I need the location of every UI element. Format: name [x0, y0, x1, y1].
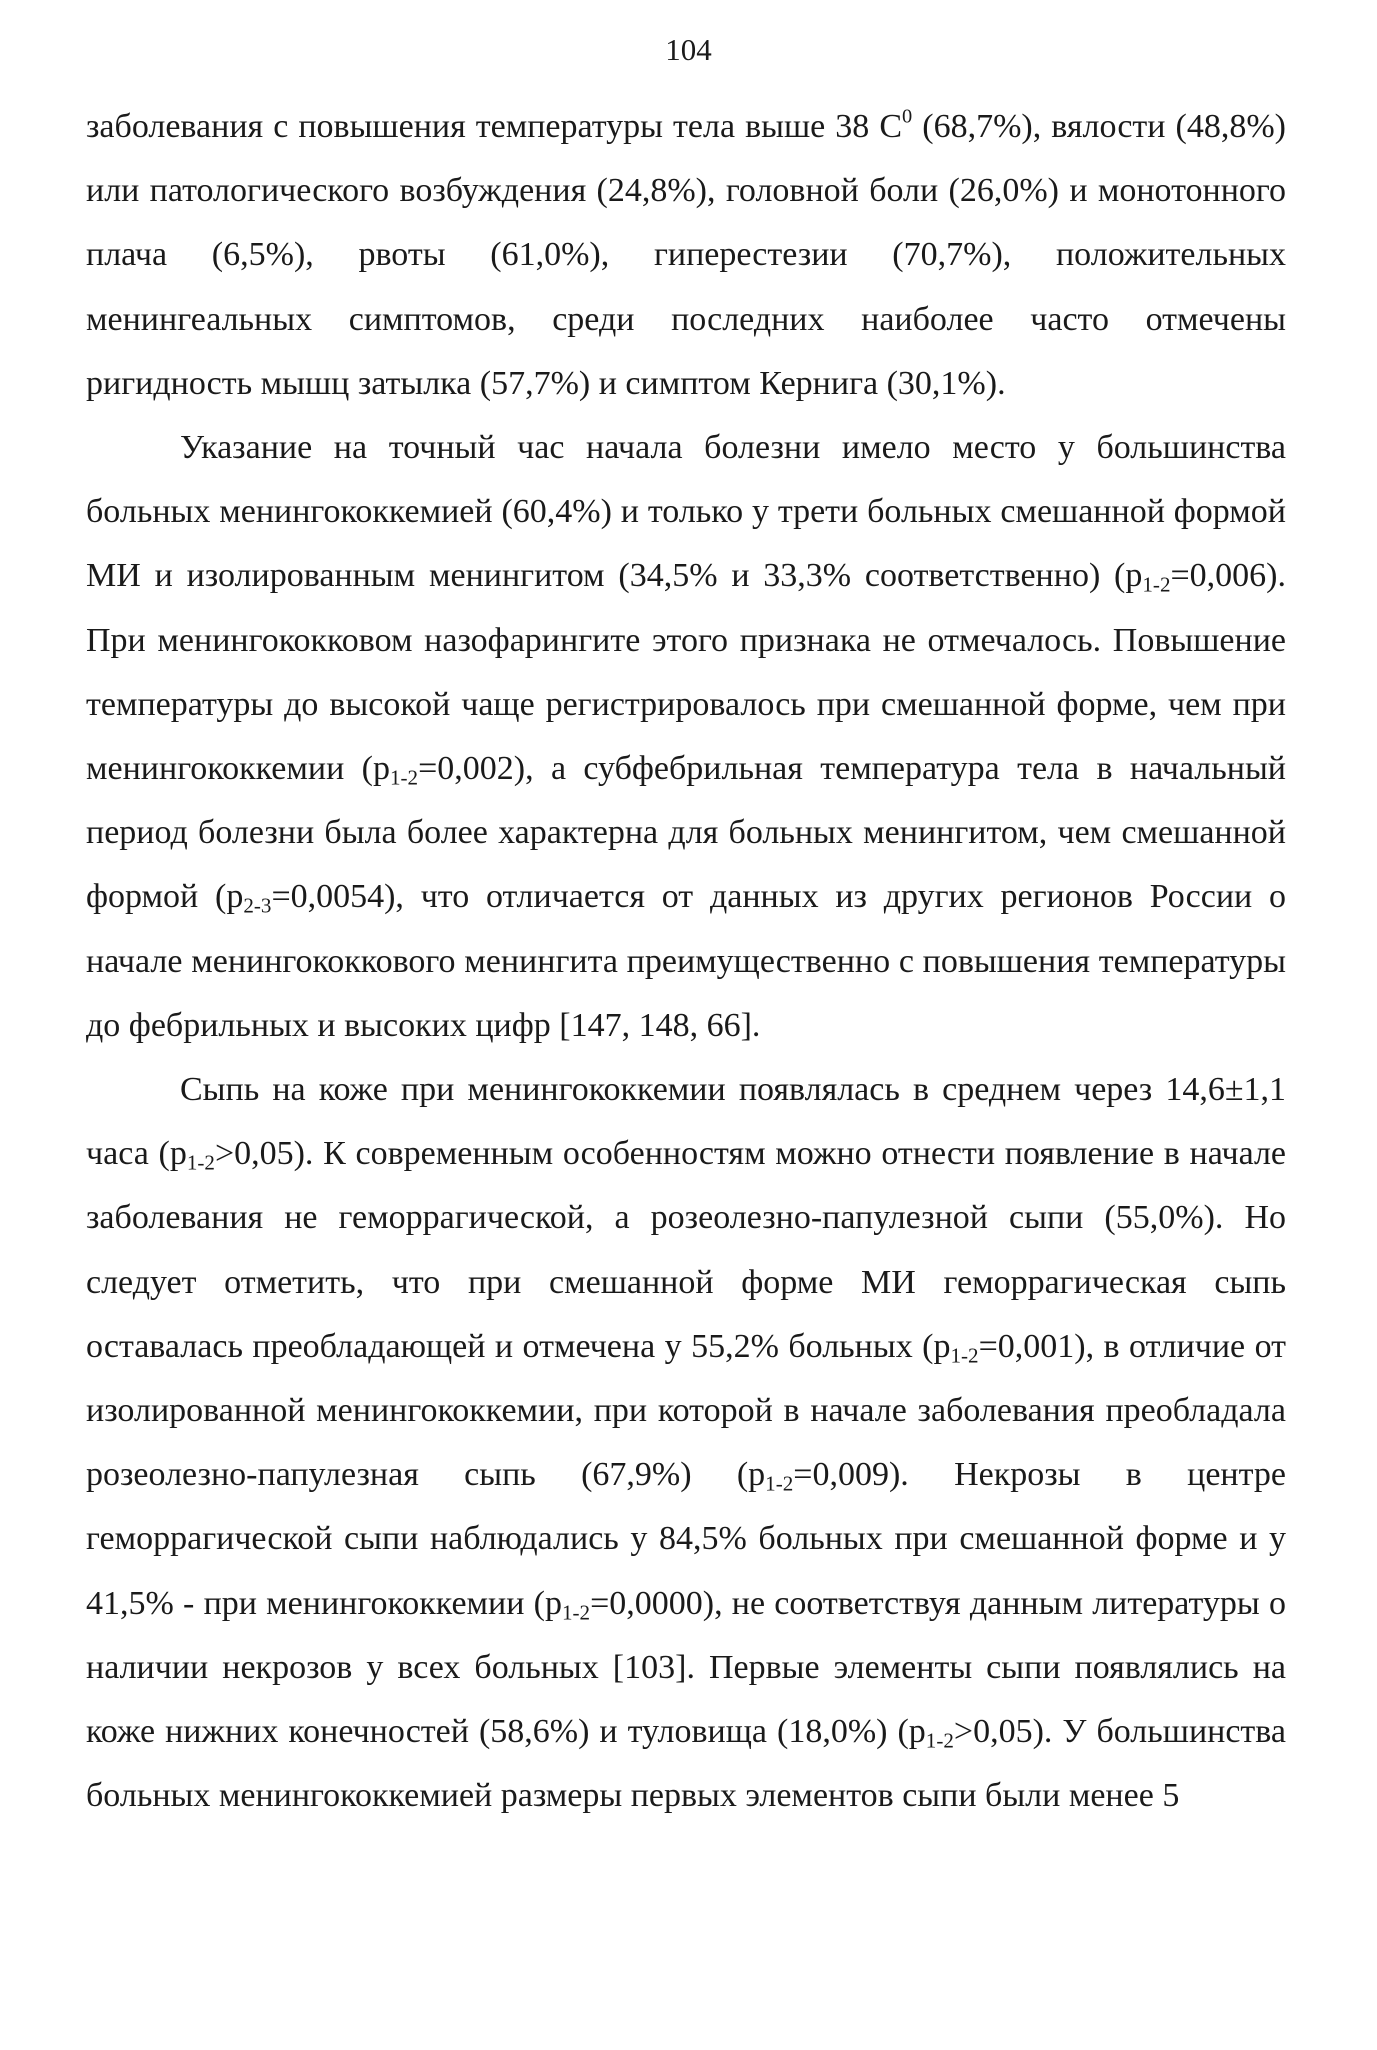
page-number: 104 [665, 32, 712, 67]
superscript: 0 [902, 105, 913, 128]
subscript: 1-2 [561, 1599, 591, 1624]
subscript: 1-2 [186, 1150, 215, 1175]
subscript: 1-2 [765, 1471, 794, 1496]
text-run: =0,0054), что отличается от данных из других регионов России о начале менингококкового менингита преимущественно с повышения температуры до фебрильных и высоких цифр [147, 148, 66]. [86, 878, 1286, 1044]
text-run: =0,006). При менингококковом назофарингите этого признака не отмечалось. Повышение температуры до высокой чаще регистрировалось при смешанной форме, чем при менингококкемии (p [86, 557, 1286, 788]
text-run: заболевания с повышения температуры тела выше 38 С [86, 108, 903, 145]
text-run: =0,009). Некрозы в центре геморрагической сыпи наблюдались у 84,5% больных при смешанной форме и у 41,5% - при менингококкемии (p [86, 1456, 1286, 1622]
text-run: Указание на точный час начала болезни имело место у большинства больных менингококкемией (60,4%) и только у трети больных смешанной формой МИ и изолированным менингитом (34,5% и 33,3% соответственно) (p [86, 429, 1286, 595]
text-run: =0,0000), не соответствуя данным литературы о наличии некрозов у всех больных [103]. Первые элементы сыпи появлялись на коже нижних конечностей (58,6%) и туловища (18,0%) (p [86, 1584, 1286, 1751]
text-run: >0,05). К современным особенностям можно отнести появление в начале заболевания не геморрагической, а розеолезно-папулезной сыпи (55,0%). Но следует отметить, что при смешанной форме МИ геморрагическая сыпь оставалась преобладающей и отмечена у 55,2% больных (p [86, 1135, 1287, 1365]
text-run: (68,7%), вялости (48,8%) или патологического возбуждения (24,8%), головной боли (26,0%) и монотонного плача (6,5%), рвоты (61,0%), гиперестезии (70,7%), положительных менингеальных симптомов, среди последних наиболее часто отмечены ригидность мышц затылка (57,7%) и симптом Кернига (30,1%). [86, 108, 1286, 402]
paragraph [86, 1058, 1286, 1828]
paragraph [86, 416, 1286, 1058]
paragraph [86, 95, 1286, 416]
subscript: 1-2 [1142, 572, 1171, 597]
subscript: 1-2 [950, 1343, 979, 1368]
subscript: 1-2 [925, 1728, 954, 1753]
text-run: Сыпь на коже при менингококкемии появлялась в среднем через 14,6±1,1 часа (p [86, 1071, 1286, 1173]
subscript: 1-2 [389, 765, 419, 790]
text-run: >0,05). У большинства больных менингококкемией размеры первых элементов сыпи были менее 5 [86, 1713, 1286, 1815]
subscript: 2-3 [243, 893, 272, 918]
text-run: =0,002), а субфебрильная температура тела в начальный период болезни была более характерна для больных менингитом, чем смешанной формой (p [86, 750, 1286, 916]
document-body [86, 95, 1286, 1828]
text-run: =0,001), в отличие от изолированной менингококкемии, при которой в начале заболевания преобладала розеолезно-папулезная сыпь (67,9%) (p [86, 1327, 1287, 1494]
